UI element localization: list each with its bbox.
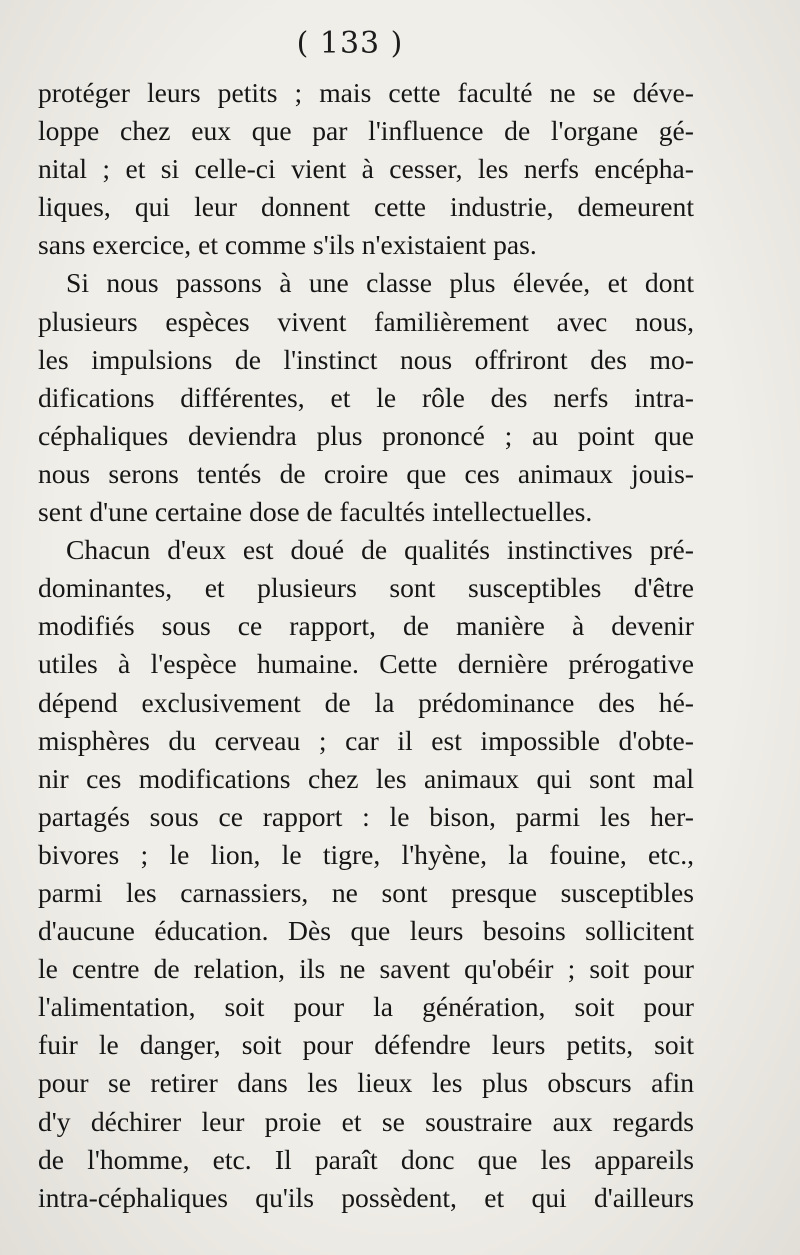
text-line: plusieurs espèces vivent familièrement avec nous, bbox=[38, 305, 694, 337]
text-line: céphaliques deviendra plus prononcé ; au point que bbox=[38, 419, 694, 451]
page-number: ( 133 ) bbox=[296, 26, 404, 61]
text-line: liques, qui leur donnent cette industrie, demeurent bbox=[38, 191, 694, 223]
text-line: utiles à l'espèce humaine. Cette dernière prérogative bbox=[38, 648, 694, 680]
text-line: Si nous passons à une classe plus élevée, et dont bbox=[66, 267, 694, 299]
text-line: les impulsions de l'instinct nous offriront des mo- bbox=[38, 343, 694, 375]
text-line: loppe chez eux que par l'influence de l'organe gé- bbox=[38, 115, 694, 147]
text-line: nital ; et si celle-ci vient à cesser, les nerfs encépha- bbox=[38, 153, 694, 185]
text-line: modifiés sous ce rapport, de manière à devenir bbox=[38, 610, 694, 642]
text-line: l'alimentation, soit pour la génération, soit pour bbox=[38, 991, 694, 1023]
text-line: nous serons tentés de croire que ces animaux jouis- bbox=[38, 457, 694, 489]
text-line: protéger leurs petits ; mais cette faculté ne se déve- bbox=[38, 77, 694, 108]
text-line: sent d'une certaine dose de facultés intellectuelles. bbox=[38, 496, 593, 528]
body-text bbox=[38, 74, 694, 1217]
text-line: de l'homme, etc. Il paraît donc que les appareils bbox=[38, 1143, 694, 1175]
text-line: le centre de relation, ils ne savent qu'obéir ; soit pour bbox=[38, 953, 694, 985]
text-line: nir ces modifications chez les animaux qui sont mal bbox=[38, 762, 694, 794]
text-line: d'y déchirer leur proie et se soustraire aux regards bbox=[38, 1105, 694, 1137]
text-line: d'aucune éducation. Dès que leurs besoins sollicitent bbox=[38, 915, 694, 947]
text-line: difications différentes, et le rôle des nerfs intra- bbox=[38, 381, 694, 413]
text-line: partagés sous ce rapport : le bison, parmi les her- bbox=[38, 800, 694, 832]
text-line: misphères du cerveau ; car il est impossible d'obte- bbox=[38, 724, 694, 756]
text-line: dépend exclusivement de la prédominance des hé- bbox=[38, 686, 694, 718]
text-line: bivores ; le lion, le tigre, l'hyène, la fouine, etc., bbox=[38, 838, 694, 870]
text-line: pour se retirer dans les lieux les plus obscurs afin bbox=[38, 1067, 694, 1099]
text-line: Chacun d'eux est doué de qualités instinctives pré- bbox=[66, 534, 694, 566]
text-line: parmi les carnassiers, ne sont presque susceptibles bbox=[38, 876, 694, 908]
text-line: dominantes, et plusieurs sont susceptibles d'être bbox=[38, 572, 694, 604]
text-line: fuir le danger, soit pour défendre leurs petits, soit bbox=[38, 1029, 694, 1061]
text-line: intra-céphaliques qu'ils possèdent, et qui d'ailleurs bbox=[38, 1181, 694, 1213]
text-line: sans exercice, et comme s'ils n'existaient pas. bbox=[38, 229, 537, 261]
